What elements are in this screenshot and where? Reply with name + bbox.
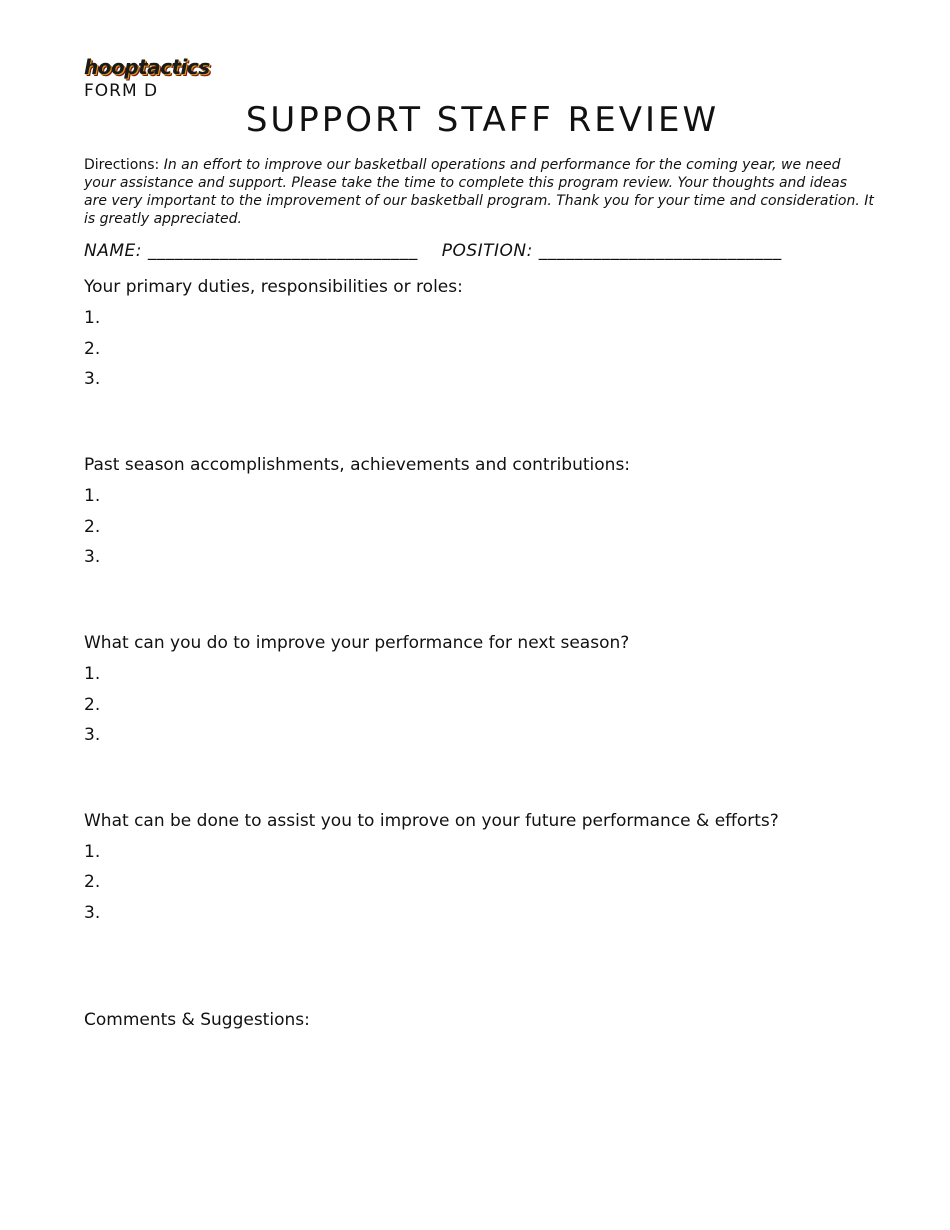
page-title: SUPPORT STAFF REVIEW (245, 100, 720, 140)
list-item[interactable]: 1. (84, 842, 101, 862)
list-item[interactable]: 3. (84, 369, 101, 389)
question-accomplishments: Past season accomplishments, achievements and contributions: (84, 455, 631, 475)
list-item[interactable]: 1. (84, 664, 101, 684)
comments-label: Comments & Suggestions: (84, 1010, 310, 1030)
directions-text: In an effort to improve our basketball operations and performance for the coming year, we need your assistance and support. Please take the time to complete this program review. Your thoughts and ideas are very important to the improvement of our basketball program. Thank you for your time and consideration. It is greatly appreciated. (84, 157, 874, 227)
list-item[interactable]: 3. (84, 903, 101, 923)
question-improve-performance: What can you do to improve your performance for next season? (84, 633, 630, 653)
list-item[interactable]: 1. (84, 486, 101, 506)
list-item[interactable]: 3. (84, 725, 101, 745)
list-item[interactable]: 2. (84, 872, 101, 892)
directions (84, 156, 874, 228)
name-field[interactable]: ______________________________ (147, 241, 418, 261)
position-label: POSITION: (441, 241, 533, 261)
list-item[interactable]: 3. (84, 547, 101, 567)
question-assistance: What can be done to assist you to improve on your future performance & efforts? (84, 811, 779, 831)
name-position-row (84, 241, 874, 261)
directions-label: Directions: (84, 157, 160, 173)
hooptactics-logo: hooptactics (84, 55, 210, 79)
list-item[interactable]: 2. (84, 517, 101, 537)
list-item[interactable]: 2. (84, 695, 101, 715)
position-field[interactable]: ___________________________ (538, 241, 782, 261)
list-item[interactable]: 2. (84, 339, 101, 359)
form-label: FORM D (84, 81, 159, 101)
list-item[interactable]: 1. (84, 308, 101, 328)
question-primary-duties: Your primary duties, responsibilities or roles: (84, 277, 463, 297)
name-label: NAME: (84, 241, 142, 261)
